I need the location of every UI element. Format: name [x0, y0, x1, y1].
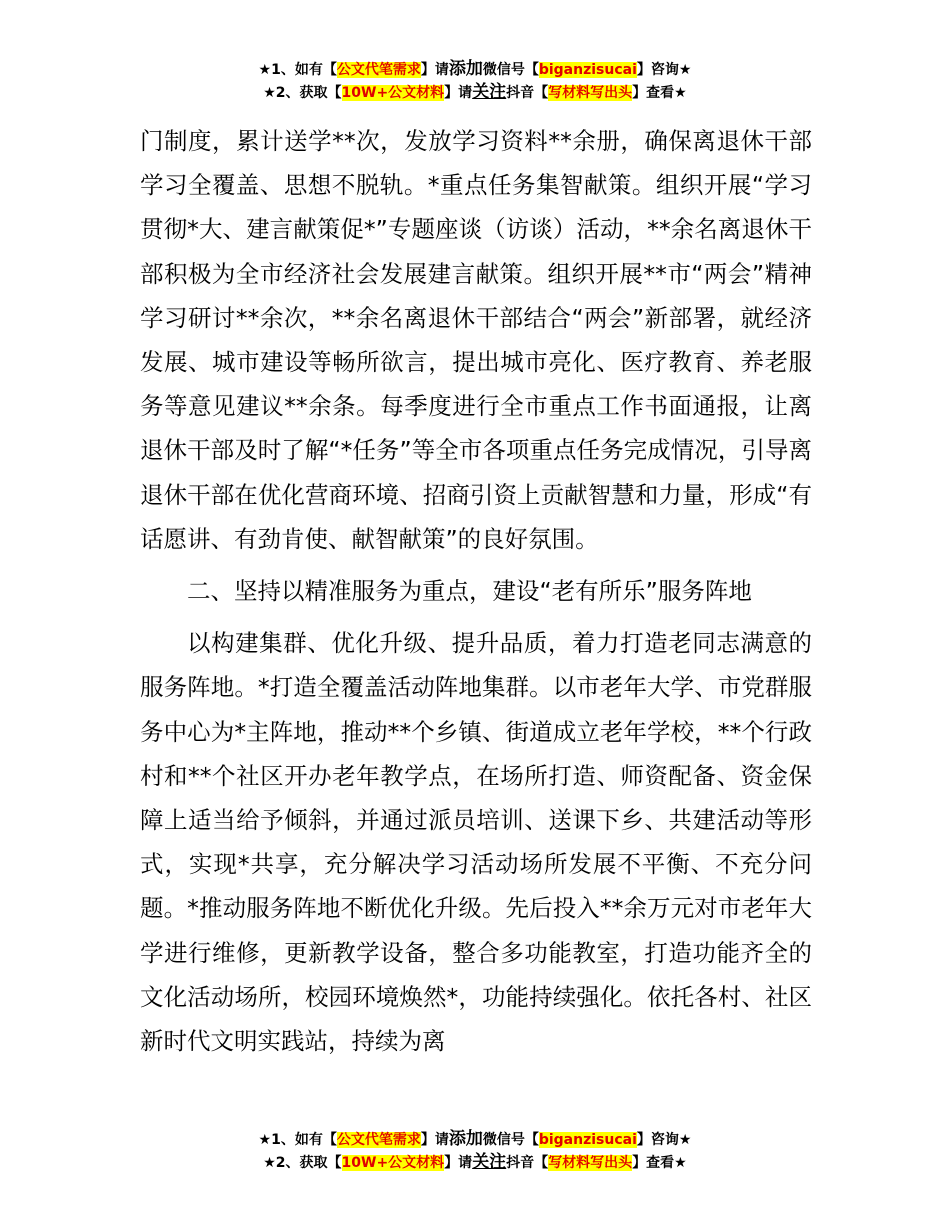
banner-text: 抖音【: [506, 85, 549, 101]
section-heading: 二、坚持以精准服务为重点，建设“老有所乐”服务阵地: [187, 577, 752, 606]
banner-text: 】咨询★: [636, 62, 692, 78]
banner-emphasis: 添加: [448, 59, 483, 79]
banner-highlight: biganzisucai: [538, 1132, 637, 1148]
banner-text: 】咨询★: [636, 1132, 692, 1148]
banner-line-1: [0, 58, 950, 81]
banner-line-2: [0, 81, 950, 104]
banner-text: ★1、如有【: [258, 62, 337, 78]
banner-line-1: [0, 1128, 950, 1151]
banner-highlight: 写材料写出头: [548, 85, 633, 101]
banner-text: 】请: [444, 85, 473, 101]
banner-text: 微信号【: [482, 62, 539, 78]
banner-text: ★1、如有【: [258, 1132, 337, 1148]
banner-line-2: [0, 1151, 950, 1174]
banner-highlight: 10W+公文材料: [341, 85, 445, 101]
banner-text: 】查看★: [632, 1155, 687, 1171]
banner-highlight: biganzisucai: [538, 62, 637, 78]
banner-highlight: 10W+公文材料: [341, 1155, 445, 1171]
banner-text: 微信号【: [482, 1132, 539, 1148]
banner-emphasis: 添加: [448, 1129, 483, 1149]
paragraph: 以构建集群、优化升级、提升品质，着力打造老同志满意的服务阵地。*打造全覆盖活动阵地集群。以市老年大学、市党群服务中心为*主阵地，推动**个乡镇、街道成立老年学校，**个行政村和**个社区开办老年教学点，在场所打造、师资配备、资金保障上适当给予倾斜，并通过派员培训、送课下乡、共建活动等形式，实现*共享，充分解决学习活动场所发展不平衡、不充分问题。*推动服务阵地不断优化升级。先后投入**余万元对市老年大学进行维修，更新教学设备，整合多功能教室，打造功能齐全的文化活动场所，校园环境焕然*，功能持续强化。依托各村、社区新时代文明实践站，持续为离: [140, 629, 812, 1056]
paragraph-continued: 门制度，累计送学**次，发放学习资料**余册，确保离退休干部学习全覆盖、思想不脱轨。*重点任务集智献策。组织开展“学习贯彻*大、建言献策促*”专题座谈（访谈）活动，**余名离退休干部积极为全市经济社会发展建言献策。组织开展**市“两会”精神学习研讨**余次，**余名离退休干部结合“两会”新部署，就经济发展、城市建设等畅所欲言，提出城市亮化、医疗教育、养老服务等意见建议**余条。每季度进行全市重点工作书面通报，让离退休干部及时了解“*任务”等全市各项重点任务完成情况，引导离退休干部在优化营商环境、招商引资上贡献智慧和力量，形成“有话愿讲、有劲肯使、献智献策”的良好氛围。: [140, 127, 812, 553]
banner-text: 】请: [444, 1155, 473, 1171]
banner-text: 】查看★: [632, 85, 687, 101]
banner-text: ★2、获取【: [263, 85, 342, 101]
banner-text: 抖音【: [506, 1155, 549, 1171]
banner-text: 】请: [420, 62, 449, 78]
banner-emphasis: 关注: [472, 82, 507, 102]
footer-banner: [0, 1128, 950, 1174]
banner-emphasis: 关注: [472, 1152, 507, 1172]
document-body: [140, 119, 812, 1063]
banner-text: 】请: [420, 1132, 449, 1148]
banner-text: ★2、获取【: [263, 1155, 342, 1171]
banner-highlight: 公文代笔需求: [336, 1132, 421, 1148]
banner-highlight: 写材料写出头: [548, 1155, 633, 1171]
banner-highlight: 公文代笔需求: [336, 62, 421, 78]
header-banner: [0, 58, 950, 104]
